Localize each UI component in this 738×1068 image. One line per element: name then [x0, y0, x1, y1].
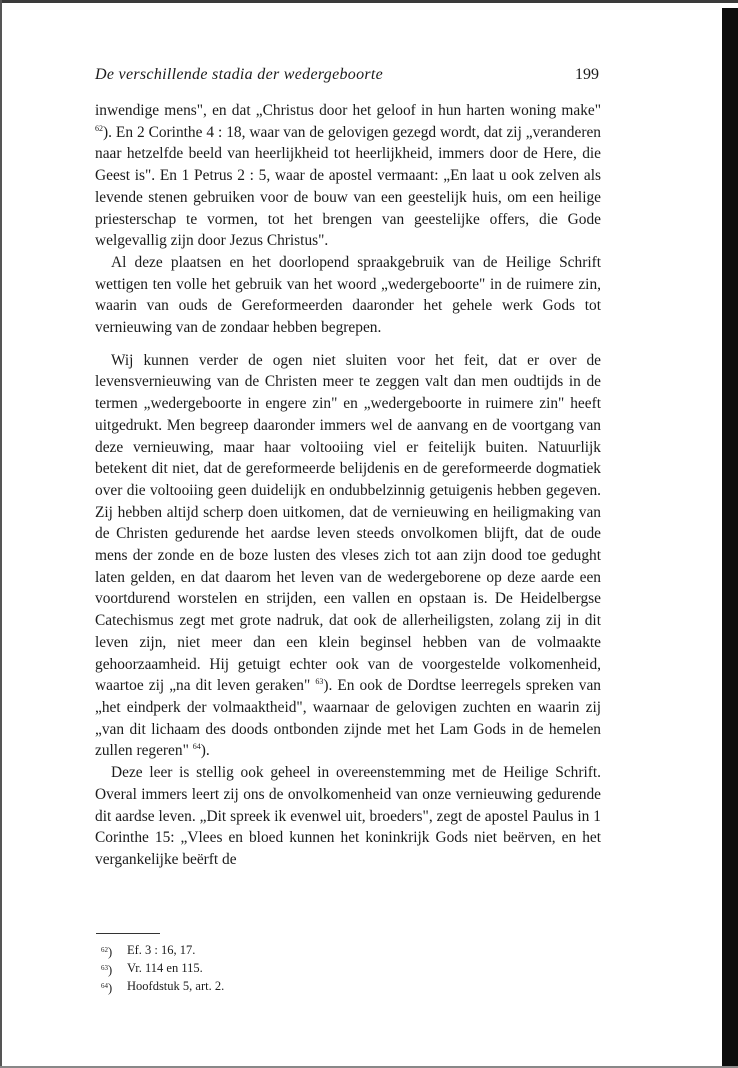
footnote-number: 64 [101, 981, 108, 990]
running-title: De verschillende stadia der wedergeboorte [95, 66, 384, 83]
paragraph: Wij kunnen verder de ogen niet sluiten voor het feit, dat er over de levensvernieuwing van de Christen meer te zeggen valt dan men oudtijds in de termen „wedergeboorte in engere zin" en „wedergeboorte in ruimere zin" heeft uitgedrukt. Men begreep daaronder immers wel de aanvang en de voortgang van deze vernieuwing, maar haar voltooiing viel er feitelijk buiten. Natuurlijk betekent dit niet, dat de gereformeerde belijdenis en de gereformeerde dogmatiek over die voltooiing geen duidelijk en ondubbelzinnig getuigenis hebben gegeven. Zij hebben altijd scherp doen uitkomen, dat de vernieuwing en heiligmaking van de Christen gedurende het aardse leven steeds onvolkomen blijft, dat de oude mens der zonde en de boze lusten des vleses zich tot aan zijn dood toe gedught laten gelden, en dat daarom het leven van de wedergeborene op deze aarde een voortdurend worstelen en strijden, een vallen en opstaan is. De Heidelbergse Catechismus zegt met grote nadruk, dat ook de allerheiligsten, zolang zij in dit leven zijn, niet meer dan een klein beginsel hebben van de volmaakte gehoorzaamheid. Hij getuigt echter ook van de voorgestelde volkomenheid, waartoe zij „na dit leven geraken" $^{63}$). En ook de Dordtse leerregels spreken van „het eindperk der volmaaktheid", waarnaar de gelovigen zuchten en waarin zij „van dit lichaam des doods ontbonden zijnde met het Lam Gods in de hemelen zullen regeren" $^{64}$). [95, 351, 601, 760]
footnote-divider [96, 933, 160, 934]
footnote-ref: 63 [315, 677, 324, 687]
footnote-number: 63 [101, 963, 108, 972]
book-page [95, 66, 601, 996]
page-number: 199 [575, 66, 599, 83]
footnote: $^{64}$) Hoofdstuk 5, art. 2. [101, 978, 225, 995]
footnote: $^{63}$) Vr. 114 en 115. [101, 960, 203, 977]
scan-edge-right [722, 8, 738, 1068]
footnote-number: 62 [101, 945, 108, 954]
footnote-ref: 64 [192, 742, 201, 752]
footnote-text: Ef. 3 : 16, 17. [127, 942, 196, 957]
page-header [95, 66, 601, 84]
footnotes [95, 942, 601, 996]
footnote-text: Vr. 114 en 115. [127, 960, 203, 975]
footnote: $^{62}$) Ef. 3 : 16, 17. [101, 942, 196, 959]
paragraph: Deze leer is stellig ook geheel in overeenstemming met de Heilige Schrift. Overal immers leert zij ons de onvolkomenheid van onze vernieuwing gedurende dit aardse leven. „Dit spreek ik evenwel uit, broeders", zegt de apostel Paulus in 1 Corinthe 15: „Vlees en bloed kunnen het koninkrijk Gods niet beërven, en het vergankelijke beërft de [95, 764, 601, 868]
scan-edge-top [0, 0, 738, 3]
footnote-ref: 62 [95, 123, 103, 133]
paragraph: Al deze plaatsen en het doorlopend spraakgebruik van de Heilige Schrift wettigen ten volle het gebruik van het woord „wedergeboorte" in de ruimere zin, waarin van ouds de Gereformeerden daaronder het gehele werk Gods tot vernieuwing van de zondaar hebben begrepen. [95, 253, 601, 337]
body-text [95, 100, 601, 871]
paragraph: inwendige mens", en dat „Christus door het geloof in hun harten woning make" $^{62}$). En 2 Corinthe 4 : 18, waar van de gelovigen gezegd wordt, dat zij „veranderen naar hetzelfde beeld van heerlijkheid tot heerlijkheid, immers door de Here, die Geest is". En 1 Petrus 2 : 5, waar de apostel vermaant: „En laat u ook zelven als levende stenen gebruiken voor de bouw van een geestelijk huis, om een heilige priesterschap te vormen, tot het brengen van geestelijke offers, die Gode welgevallig zijn door Jezus Christus". [95, 102, 601, 250]
footnote-text: Hoofdstuk 5, art. 2. [127, 978, 225, 993]
scan-edge-left [0, 0, 2, 1068]
